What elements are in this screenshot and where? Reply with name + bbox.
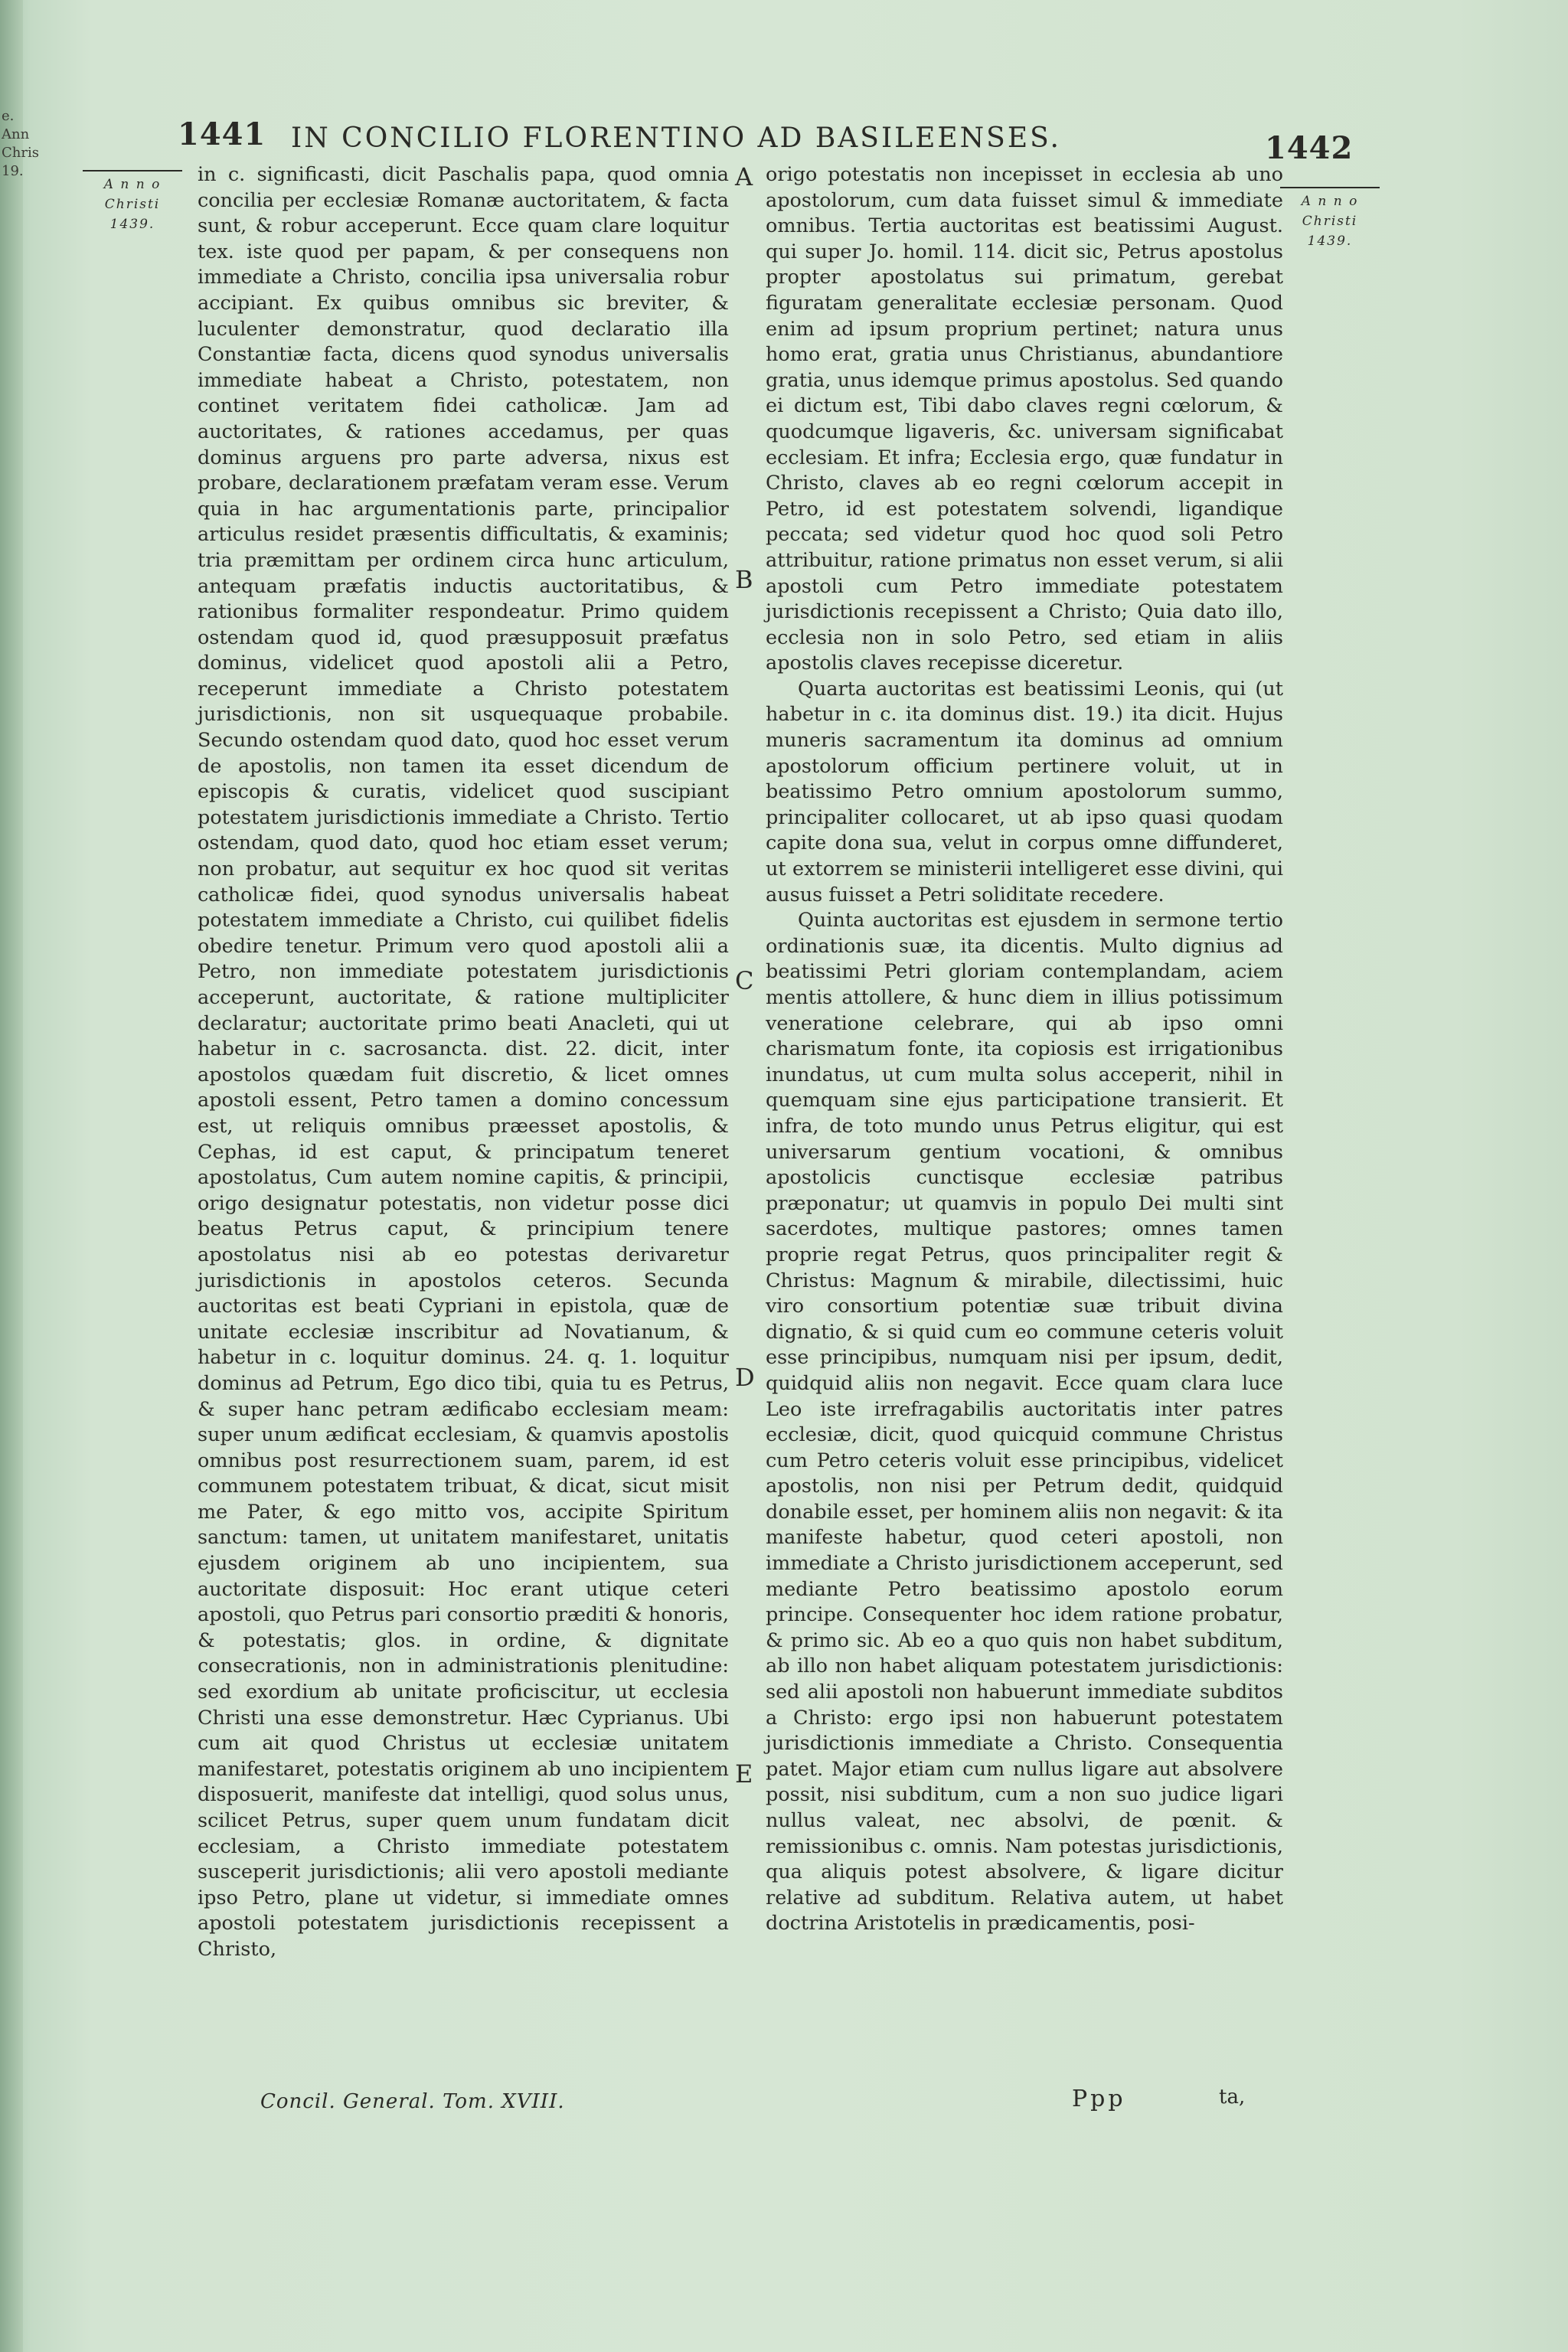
page-number-left: 1441 xyxy=(178,116,266,152)
section-marker-e: E xyxy=(735,1759,753,1788)
paragraph: in c. significasti, dicit Paschalis papa, quod omnia concilia per ecclesiæ Romanæ auctoritatem, & facta sunt, & robur acceperunt. Ecce quam clare loquitur tex. iste quod per papam, & per consequens non immediate a Christo, concilia ipsa universalia robur accipiant. Ex quibus omnibus sic breviter, & luculenter demonstratur, quod declaratio illa Constantiæ facta, dicens quod synodus universalis immediate habeat a Christo, potestatem, non continet veritatem fidei catholicæ. Jam ad auctoritates, & rationes accedamus, per quas dominus arguens pro parte adversa, nixus est probare, declarationem præfatam veram esse. Verum quia in hac argumentationis parte, principalior articulus residet præsentis difficultatis, & examinis; tria præmittam per ordinem circa hunc articulum, antequam præfatis inductis auctoritatibus, & rationibus formaliter respondeatur. Primo quidem ostendam quod id, quod præsupposuit præfatus dominus, videlicet quod apostoli alii a Petro, receperunt immediate a Christo potestatem jurisdictionis, non sit usquequaque probabile. Secundo ostendam quod dato, quod hoc esset verum de apostolis, non tamen ita esset dicendum de episcopis & curatis, videlicet quod suscipiant potestatem jurisdictionis immediate a Christo. Tertio ostendam, quod dato, quod hoc etiam esset verum; non probatur, aut sequitur ex hoc quod sit veritas catholicæ fidei, quod synodus universalis habeat potestatem immediate a Christo, cui quilibet fidelis obedire tenetur. Primum vero quod apostoli alii a Petro, non immediate potestatem jurisdictionis acceperunt, auctoritate, & ratione multipliciter declaratur; auctoritate primo beati Anacleti, qui ut habetur in c. sacrosancta. dist. 22. dicit, inter apostolos quædam fuit discretio, & licet omnes apostoli essent, Petro tamen a domino concessum est, ut reliquis omnibus præesset apostolis, & Cephas, id est caput, & principatum teneret apostolatus, Cum autem nomine capitis, & principii, origo designatur potestatis, non videtur posse dici beatus Petrus caput, & principium tenere apostolatus nisi ab eo potestas derivaretur jurisdictionis in apostolos ceteros. Secunda auctoritas est beati Cypriani in epistola, quæ de unitate ecclesiæ inscribitur ad Novatianum, & habetur in c. loquitur dominus. 24. q. 1. loquitur dominus ad Petrum, Ego dico tibi, quia tu es Petrus, & super hanc petram ædificabo ecclesiam meam: super unum ædificat ecclesiam, & quamvis apostolis omnibus post resurrectionem suam, parem, id est communem potestatem tribuat, & dicat, sicut misit me Pater, & ego mitto vos, accipite Spiritum sanctum: tamen, ut unitatem manifestaret, unitatis ejusdem originem ab uno incipientem, sua auctoritate disposuit: Hoc erant utique ceteri apostoli, quo Petrus pari consortio præditi & honoris, & potestatis; glos. in ordine, & dignitate consecrationis, non in administrationis plenitudine: sed exordium ab unitate proficiscitur, ut ecclesia Christi una esse demonstretur. Hæc Cyprianus. Ubi cum ait quod Christus ut ecclesiæ unitatem manifestaret, potestatis originem ab uno incipientem disposuerit, manifeste dat intelligi, quod solus unus, scilicet Petrus, super quem unum fundatam dicit ecclesiam, a Christo immediate potestatem susceperit jurisdictionis; alii vero apostoli mediante ipso Petro, plane ut videtur, si immediate omnes apostoli potestatem jurisdictionis recepissent a Christo, xyxy=(198,163,729,1961)
section-marker-a: A xyxy=(735,162,753,191)
edge-fragment-text: e. Ann Chris 19. xyxy=(2,108,39,179)
paragraph: origo potestatis non incepisset in ecclesia ab uno apostolorum, cum data fuisset simul & immediate omnibus. Tertia auctoritas est beatissimi August. qui super Jo. homil. 114. dicit sic, Petrus apostolus propter apostolatus sui primatum, gerebat figuratam generalitate ecclesiæ personam. Quod enim ad ipsum proprium pertinet; natura unus homo erat, gratia unus Christianus, abundantiore gratia, unus idemque primus apostolus. Sed quando ei dictum est, Tibi dabo claves regni cœlorum, & quodcumque ligaveris, &c. universam significabat ecclesiam. Et infra; Ecclesia ergo, quæ fundatur in Christo, claves ab eo regni cœlorum accepit in Petro, id est potestatem solvendi, ligandique peccata; sed videtur quod hoc quod soli Petro attribuitur, ratione primatus non esset verum, si alii apostoli cum Petro immediate potestatem jurisdictionis recepissent a Christo; Quia dato illo, ecclesia non in solo Petro, sed etiam in aliis apostolis claves recepisse diceretur. xyxy=(766,163,1283,675)
catchword: ta, xyxy=(1219,2086,1246,2109)
margin-year-text: A n n o Christi 1439. xyxy=(1301,194,1359,249)
text-column-left xyxy=(198,162,729,1963)
page-number-right: 1442 xyxy=(1265,130,1354,166)
text-column-right xyxy=(766,162,1283,1937)
section-marker-b: B xyxy=(735,565,753,594)
margin-year-note-right xyxy=(1280,187,1380,251)
running-title: IN CONCILIO FLORENTINO AD BASILEENSES. xyxy=(291,122,1061,154)
margin-year-note-left xyxy=(83,170,182,234)
paragraph: Quarta auctoritas est beatissimi Leonis, qui (ut habetur in c. ita dominus dist. 19.) ita dicit. Hujus muneris sacramentum ita dominus ad omnium apostolorum officium pertinere voluit, ut in beatissimo Petro omnium apostolorum summo, principaliter collocaret, ut ab ipso quasi quodam capite dona sua, velut in corpus omne diffunderet, ut extorrem se ministerii intelligeret esse divini, qui ausus fuisset a Petri soliditate recedere. xyxy=(766,677,1283,906)
section-marker-c: C xyxy=(735,966,754,995)
margin-year-text: A n n o Christi 1439. xyxy=(103,177,162,232)
signature-mark: Ppp xyxy=(1072,2086,1126,2112)
signature-line: Concil. General. Tom. XVIII. xyxy=(260,2090,565,2113)
paragraph: Quinta auctoritas est ejusdem in sermone tertio ordinationis suæ, ita dicentis. Multo dignius ad beatissimi Petri gloriam contemplandam, aciem mentis attollere, & hunc diem in illius potissimum veneratione celebrare, qui ab ipso omni charismatum fonte, ita copiosis est irrigationibus inundatus, ut cum multa solus acceperit, nihil in quemquam sine ejus participatione transierit. Et infra, de toto mundo unus Petrus eligitur, qui est universarum gentium vocationi, & omnibus apostolicis cunctisque ecclesiæ patribus præponatur; ut quamvis in populo Dei multi sint sacerdotes, multique pastores; omnes tamen proprie regat Petrus, quos principaliter regit & Christus: Magnum & mirabile, dilectissimi, huic viro consortium potentiæ suæ tribuit divina dignatio, & si quid cum eo commune ceteris voluit esse principibus, numquam nisi per ipsum, dedit, quidquid aliis non negavit. Ecce quam clara luce Leo iste irrefragabilis auctoritatis inter patres ecclesiæ, dicit, quod quicquid commune Christus cum Petro ceteris voluit esse principibus, videlicet apostolis, non nisi per Petrum dedit, quidquid donabile esset, per hominem aliis non negavit: & ita manifeste habetur, quod ceteri apostoli, non immediate a Christo jurisdictionem acceperunt, sed mediante Petro beatissimo apostolo eorum principe. Consequenter hoc idem ratione probatur, & primo sic. Ab eo a quo quis non habet subditum, ab illo non habet aliquam potestatem jurisdictionis: sed alii apostoli non habuerunt immediate subditos a Christo: ergo ipsi non habuerunt potestatem jurisdictionis immediate a Christo. Consequentia patet. Major etiam cum nullus ligare aut absolvere possit, nisi subditum, cum a non suo judice ligari nullus valeat, nec absolvi, de pœnit. & remissionibus c. omnis. Nam potestas jurisdictionis, qua aliquis potest absolvere, & ligare dicitur relative ad subditum. Relativa autem, ut habet doctrina Aristotelis in prædicamentis, posi- xyxy=(766,909,1283,1936)
section-marker-d: D xyxy=(735,1363,755,1392)
